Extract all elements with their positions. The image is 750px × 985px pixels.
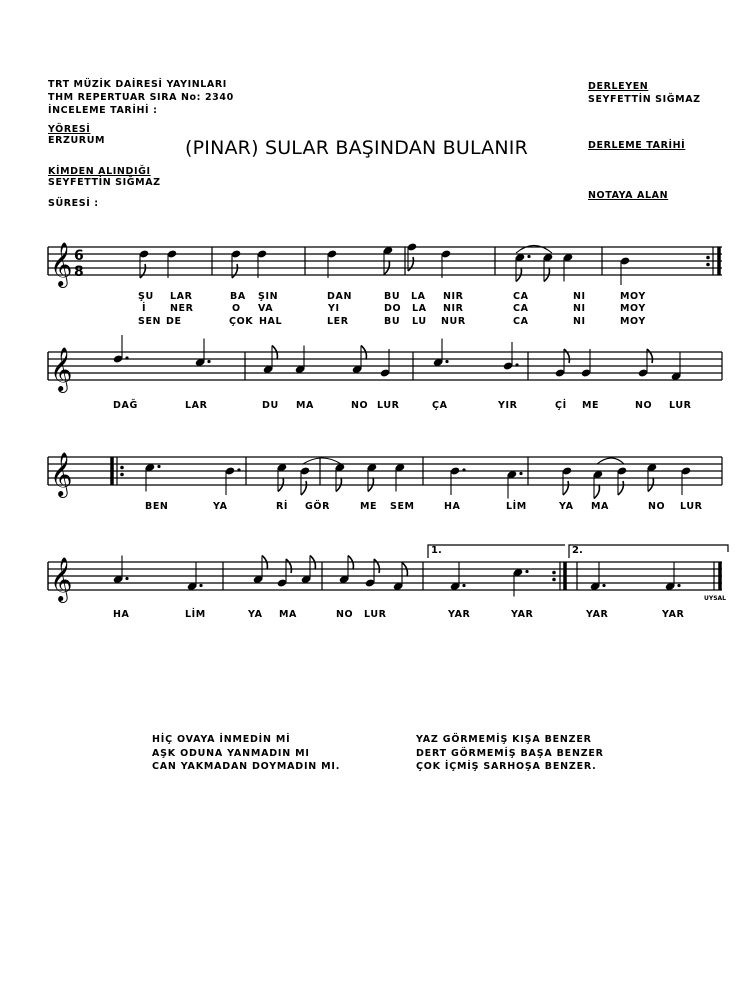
- lyric-syllable: LİM: [506, 501, 527, 512]
- repeat-dot: [706, 263, 710, 267]
- note-dot: [207, 360, 210, 363]
- verse-right-line: YAZ GÖRMEMİŞ KIŞA BENZER: [416, 734, 592, 745]
- lyric-syllable: MOY: [620, 303, 646, 314]
- lyric-syllable: HA: [444, 501, 461, 512]
- lyric-syllable: YA: [213, 501, 228, 512]
- source-label: KİMDEN ALINDIĞI: [48, 166, 151, 177]
- verse-right: [416, 733, 604, 774]
- region-label: YÖRESİ: [48, 124, 91, 135]
- duration-label: SÜRESİ :: [48, 198, 99, 209]
- note-dot: [527, 255, 530, 258]
- note-flag: [374, 559, 379, 573]
- note-dot: [462, 584, 465, 587]
- lyric-syllable: İ: [142, 303, 147, 314]
- note-dot: [199, 584, 202, 587]
- lyric-syllable: ME: [360, 501, 378, 512]
- lyric-syllable: YIR: [498, 400, 518, 411]
- verse-right-line: ÇOK İÇMİŞ SARHOŞA BENZER.: [416, 761, 597, 772]
- repeat-dot: [120, 466, 124, 470]
- lyric-syllable: LA: [411, 291, 426, 302]
- lyric-syllable: BEN: [145, 501, 169, 512]
- lyric-syllable: DAĞ: [113, 400, 138, 411]
- lyric-syllable: CA: [513, 316, 529, 327]
- verse-left-line: AŞK ODUNA YANMADIN MI: [152, 747, 310, 759]
- lyric-syllable: DE: [166, 316, 182, 327]
- lyric-syllable: YI: [328, 303, 340, 314]
- lyric-syllable: LUR: [364, 609, 387, 620]
- lyric-syllable: Rİ: [276, 501, 289, 512]
- lyric-syllable: NER: [170, 303, 194, 314]
- repeat-dot: [552, 571, 556, 575]
- lyric-syllable: YAR: [662, 609, 685, 620]
- lyric-syllable: HAL: [259, 316, 283, 327]
- note-dot: [237, 468, 240, 471]
- note-flag: [286, 559, 291, 573]
- lyric-syllable: YAR: [586, 609, 609, 620]
- note-dot: [515, 363, 518, 366]
- lyric-syllable: LER: [327, 316, 349, 327]
- repeat-dot: [706, 256, 710, 260]
- note-dot: [125, 356, 128, 359]
- lyric-syllable: NUR: [441, 316, 466, 327]
- lyric-syllable: GÖR: [305, 501, 330, 512]
- region-value: ERZURUM: [48, 135, 106, 146]
- note-dot: [525, 570, 528, 573]
- note-dot: [677, 584, 680, 587]
- lyric-syllable: ÇA: [432, 400, 448, 411]
- treble-clef-icon: 𝄞: [50, 452, 73, 496]
- lyric-syllable: VA: [258, 303, 274, 314]
- collection-date-label: DERLEME TARİHİ: [588, 140, 686, 151]
- copyist-signature: UYSAL: [704, 595, 727, 602]
- repeat-dot: [552, 578, 556, 582]
- lyric-syllable: NIR: [443, 291, 464, 302]
- lyric-syllable: SEN: [138, 316, 162, 327]
- lyric-syllable: DAN: [327, 291, 352, 302]
- note-dot: [462, 468, 465, 471]
- note-dot: [445, 360, 448, 363]
- publisher-line: TRT MÜZİK DAİRESİ YAYINLARI: [48, 79, 227, 90]
- lyric-syllable: CA: [513, 291, 529, 302]
- note-dot: [602, 584, 605, 587]
- verse-left-line: CAN YAKMADAN DOYMADIN MI.: [152, 761, 341, 772]
- note-flag: [408, 257, 413, 271]
- lyric-syllable: YA: [248, 609, 263, 620]
- lyric-syllable: CA: [513, 303, 529, 314]
- lyric-syllable: MA: [279, 609, 298, 620]
- lyric-syllable: NO: [648, 501, 666, 512]
- volta-first-label: 1.: [431, 545, 442, 556]
- lyric-syllable: NIR: [443, 303, 464, 314]
- lyric-syllable: DO: [384, 303, 402, 314]
- volta-bracket-first: [428, 545, 565, 558]
- lyric-syllable: LAR: [185, 400, 208, 411]
- note-flag: [232, 264, 237, 278]
- note-flag: [647, 349, 652, 363]
- volta-bracket-second: [569, 545, 728, 558]
- lyric-syllable: ŞIN: [258, 291, 279, 302]
- note-dot: [157, 465, 160, 468]
- lyric-syllable: MOY: [620, 316, 646, 327]
- lyric-syllable: NO: [351, 400, 369, 411]
- lyric-syllable: YAR: [511, 609, 534, 620]
- note-flag: [564, 349, 569, 363]
- repertoire-number: THM REPERTUAR SIRA No: 2340: [48, 92, 234, 103]
- lyric-syllable: ME: [582, 400, 600, 411]
- song-title: (PINAR) SULAR BAŞINDAN BULANIR: [185, 137, 528, 159]
- lyric-syllable: LUR: [669, 400, 692, 411]
- review-date-label: İNCELEME TARİHİ :: [48, 105, 158, 116]
- lyric-syllable: NI: [573, 316, 586, 327]
- lyric-syllable: LUR: [680, 501, 703, 512]
- lyric-syllable: YAR: [448, 609, 471, 620]
- lyric-syllable: LUR: [377, 400, 400, 411]
- collector-label: DERLEYEN: [588, 81, 649, 92]
- note-flag: [140, 264, 145, 278]
- lyric-syllable: Çİ: [555, 400, 567, 411]
- lyric-syllable: NI: [573, 291, 586, 302]
- note-dot: [125, 577, 128, 580]
- lyric-syllable: MOY: [620, 291, 646, 302]
- lyric-syllable: NO: [336, 609, 354, 620]
- collector-value: SEYFETTİN SIĞMAZ: [588, 94, 701, 105]
- note-flag: [594, 485, 599, 499]
- note-flag: [563, 481, 568, 495]
- lyric-syllable: BA: [230, 291, 246, 302]
- lyric-syllable: NO: [635, 400, 653, 411]
- treble-clef-icon: 𝄞: [50, 242, 73, 286]
- slur: [597, 458, 624, 464]
- note-dot: [519, 472, 522, 475]
- lyric-syllable: ÇOK: [229, 316, 254, 327]
- notes: [113, 242, 691, 596]
- lyric-syllable: LİM: [185, 609, 206, 620]
- lyric-syllable: YA: [559, 501, 574, 512]
- verse-right-line: DERT GÖRMEMİŞ BAŞA BENZER: [416, 747, 604, 759]
- lyric-syllable: LU: [412, 316, 427, 327]
- lyric-syllable: DU: [262, 400, 279, 411]
- treble-clef-icon: 𝄞: [50, 347, 73, 391]
- slur: [303, 458, 341, 464]
- note-flag: [301, 481, 306, 495]
- source-value: SEYFETTİN SIĞMAZ: [48, 177, 161, 188]
- lyric-syllable: O: [232, 303, 241, 314]
- lyric-syllable: ŞU: [138, 291, 154, 302]
- lyric-syllable: HA: [113, 609, 130, 620]
- note-flag: [618, 481, 623, 495]
- lyric-syllable: MA: [296, 400, 315, 411]
- repeat-dot: [120, 473, 124, 477]
- lyric-syllable: BU: [384, 316, 401, 327]
- lyric-syllable: NI: [573, 303, 586, 314]
- lyric-syllable: BU: [384, 291, 401, 302]
- volta-second-label: 2.: [572, 545, 583, 556]
- transcriber-label: NOTAYA ALAN: [588, 190, 669, 201]
- verse-left-line: HİÇ OVAYA İNMEDİN Mİ: [152, 734, 291, 745]
- verse-left: [152, 733, 340, 774]
- time-signature-bottom: 8: [74, 264, 84, 280]
- treble-clef-icon: 𝄞: [50, 557, 73, 601]
- lyric-syllable: SEM: [390, 501, 415, 512]
- lyric-syllable: MA: [591, 501, 610, 512]
- lyric-syllable: LAR: [170, 291, 193, 302]
- lyric-syllable: LA: [412, 303, 427, 314]
- time-signature-top: 6: [74, 248, 84, 264]
